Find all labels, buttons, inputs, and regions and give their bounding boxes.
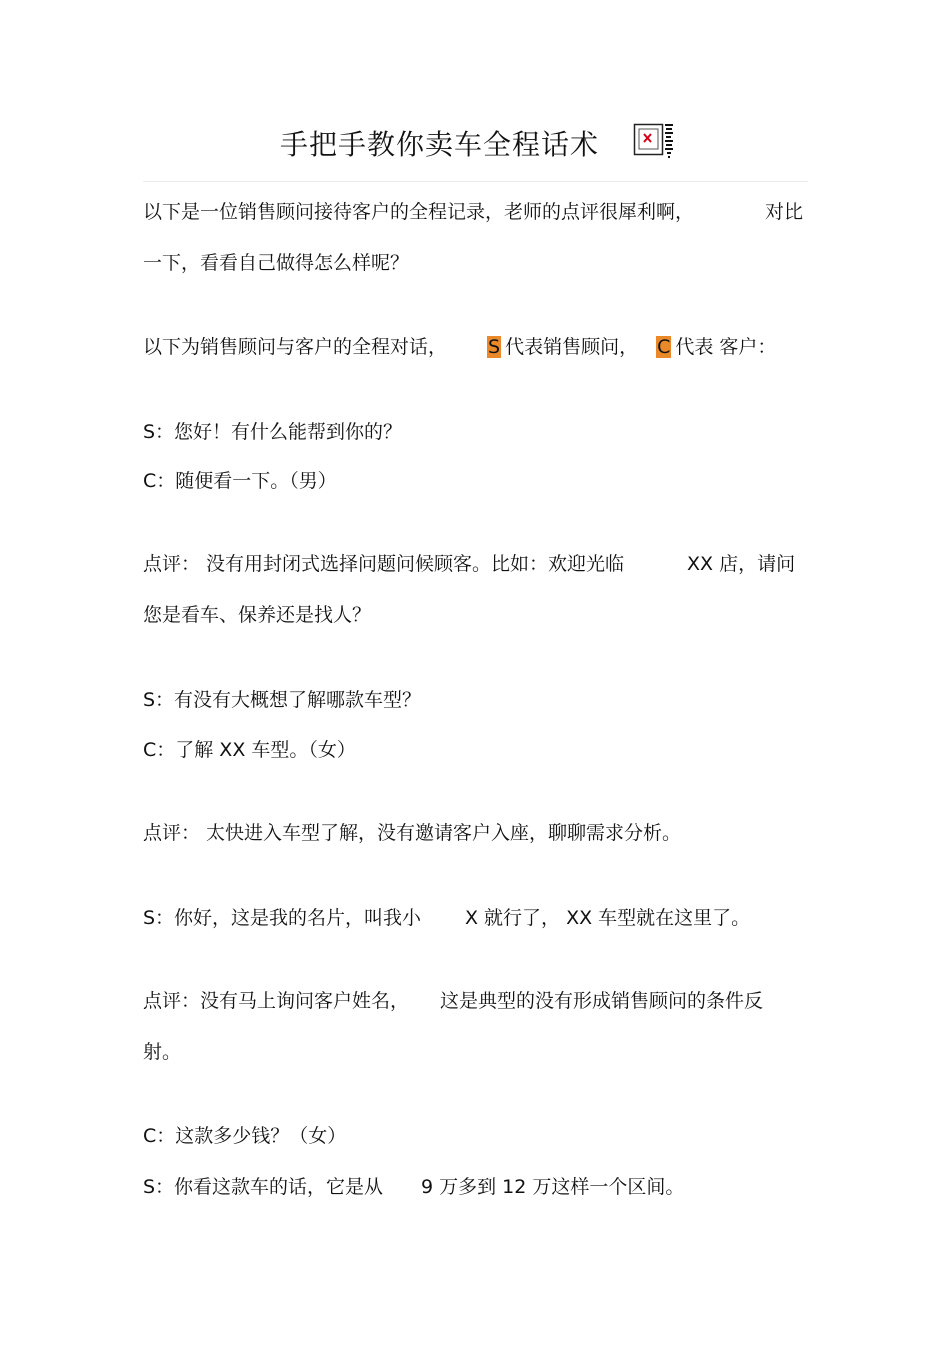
legend-s-marker: S — [488, 336, 501, 358]
legend-prefix: 以下为销售顾问与客户的全程对话， — [143, 336, 448, 358]
comment-line: 您是看车、保养还是找人？ — [143, 604, 372, 626]
comment-line: 点评： 没有用封闭式选择问题问候顾客。比如：欢迎光临 — [143, 553, 625, 575]
dialogue-line-end: X 就行了， XX 车型就在这里了。 — [465, 907, 751, 929]
broken-image-icon — [633, 121, 675, 161]
comment-line: 点评： 太快进入车型了解，没有邀请客户入座，聊聊需求分析。 — [143, 822, 682, 844]
intro-line-1: 以下是一位销售顾问接待客户的全程记录，老师的点评很犀利啊， — [143, 201, 695, 223]
dialogue-line-end: 9 万多到 12 万这样一个区间。 — [421, 1176, 685, 1198]
title-divider — [143, 181, 808, 182]
dialogue-line: S：您好！有什么能帮到你的？ — [143, 421, 403, 443]
legend-s-text: 代表销售顾问， — [505, 336, 639, 358]
comment-line: 射。 — [143, 1041, 182, 1063]
comment-line-end: XX 店，请问 — [687, 553, 796, 575]
dialogue-line: C：了解 XX 车型。（女） — [143, 739, 356, 761]
dialogue-line: S：有没有大概想了解哪款车型？ — [143, 689, 422, 711]
comment-line-end: 这是典型的没有形成销售顾问的条件反 — [440, 990, 764, 1012]
legend-c-marker: C — [657, 336, 671, 358]
dialogue-line: C：这款多少钱？（女） — [143, 1125, 347, 1147]
intro-line-2: 一下，看看自己做得怎么样呢？ — [143, 252, 410, 274]
legend-c-text: 代表 客户： — [675, 336, 777, 358]
intro-line-1-end: 对比 — [765, 201, 804, 223]
dialogue-line: S：你看这款车的话，它是从 — [143, 1176, 384, 1198]
comment-line: 点评：没有马上询问客户姓名， — [143, 990, 410, 1012]
dialogue-line: S：你好，这是我的名片，叫我小 — [143, 907, 422, 929]
dialogue-line: C：随便看一下。（男） — [143, 470, 337, 492]
legend-line — [143, 334, 776, 360]
document-title: 手把手教你卖车全程话术 — [280, 128, 600, 161]
